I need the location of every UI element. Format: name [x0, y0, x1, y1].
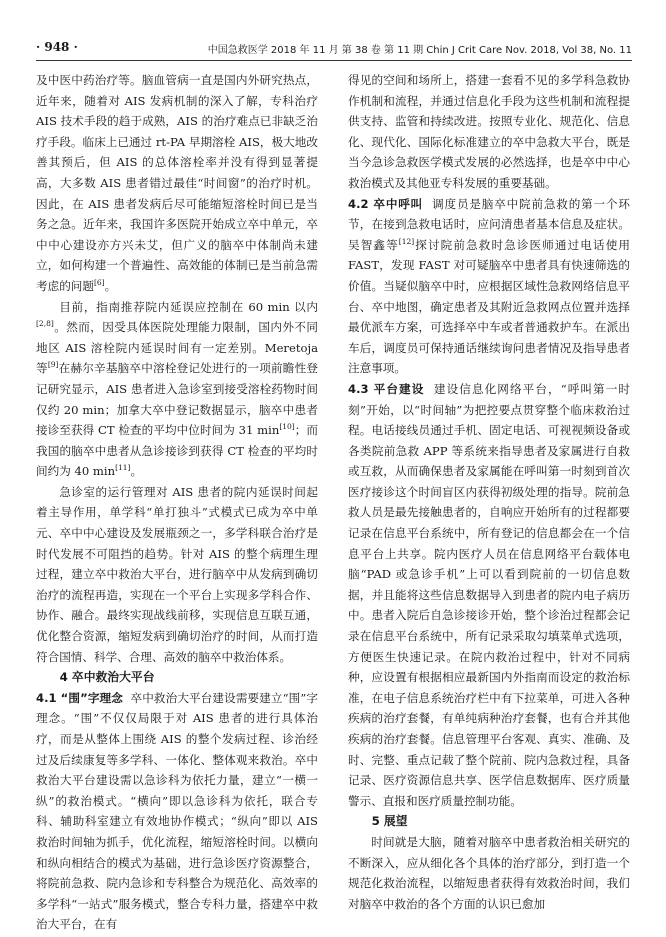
paragraph-text: ；而我国的脑卒中患者从急诊接诊到获得 CT 检查的平均时间约为 40 min [36, 423, 318, 479]
paragraph-text: 卒中救治大平台建设需要建立“围”字理念。“围”不仅仅局限于对 AIS 患者的进行具体治疗，而是从整体上围绕 AIS 的整个发病过程、诊治经过及后续康复等多学科、一体化、整体观来救治。卒中救治大平台建设需以急诊科为依托力量，建立“一横一纵”的救治模式。“横向”即以急诊科为依托，联合专科、辅助科室建立有效地协作模式；“纵向”即以 AIS 救治时间轴为抓手，优化流程，缩短溶栓时间。以横向和纵向相结合的模式为基础，进行急诊医疗资源整合，将院前急救、院内急诊和专科整合为规范化、高效率的多学科“一站式”服务模式，整合专科力量，搭建卒中救治大平台，在有 [36, 690, 318, 932]
paragraph [348, 194, 630, 379]
citation: [10] [279, 422, 295, 432]
running-head: 中国急救医学 2018 年 11 月 第 38 卷 第 11 期 Chin J Crit Care Nov. 2018, Vol 38, No. 11 [207, 45, 632, 56]
paragraph-text: 在赫尔辛基脑卒中溶栓登记处进行的一项前瞻性登记研究显示，AIS 患者进入急诊室到接受溶栓药物时间仅约 20 min；加拿大卒中登记数据显示，脑卒中患者接诊至获得 CT 检查的平均中位时间为 31 min [36, 361, 318, 438]
paragraph [36, 70, 318, 297]
page-header [36, 40, 632, 56]
paragraph-text: 目前，指南推荐院内延误应控制在 60 min 以内 [59, 299, 318, 314]
subsection-heading: 4.1 “围”字理念 [36, 690, 123, 705]
paragraph-text: 。然而，因受具体医院处理能力限制，国内外不同地区 AIS 溶栓院内延误时间有一定差别。Meretoja 等 [36, 320, 318, 376]
section-heading: 4 卒中救治大平台 [59, 670, 155, 685]
citation: [6] [93, 278, 105, 288]
page-number: · 948 · [36, 40, 78, 54]
paragraph-text: 。 [130, 464, 143, 479]
citation: [12] [398, 236, 415, 246]
citation: [11] [115, 463, 131, 473]
subsection-heading: 4.2 卒中呼叫 [348, 196, 424, 211]
paragraph-text: 。 [104, 278, 117, 293]
paragraph [36, 688, 318, 935]
paragraph-text: 建设信息化网络平台，“呼叫第一时刻”开始，以“时间轴”为把控要点贯穿整个临床救治过程。电话接线员通过手机、固定电话、可视视频设备或各类院前急救 APP 等系统来指导患者及家属进行自救或互救，从而确保患者及家属能在呼叫第一时刻到首次医疗接诊这个时间盲区内获得初级处理的指导。院前急救人员是最先接触患者的，自响应开始所有的过程都要记录在信息平台系统中，所有登记的信息都会在一个信息平台上共享。院内医疗人员在信息网络平台载体电脑“PAD 或急诊手机”上可以看到院前的一切信息数据，并且能将这些信息数据导入到患者的院内电子病历中。患者入院后自急诊接诊开始，整个诊治过程都会记录在信息平台系统中，所有记录采取勾填菜单式选项，方便医生快速记录。在院内救治过程中，针对不同病种，应设置有根据相应最新国内外指南而设定的救治标准，在电子信息系统治疗栏中有下拉菜单，可进入各种疾病的治疗套餐，有单纯病种治疗套餐，也有合并其他疾病的治疗套餐。信息管理平台客观、真实、准确、及时、完整、重点记载了整个院前、院内急救过程，具备记录、医疗资源信息共享、医学信息数据库、医疗质量警示、直报和医疗质量控制功能。 [348, 381, 631, 808]
subsection-heading: 4.3 平台建设 [348, 381, 425, 396]
paragraph [36, 297, 318, 482]
section-heading: 5 展望 [371, 814, 408, 829]
paragraph: 时间就是大脑，随着对脑卒中患者救治相关研究的不断深入，应从细化各个具体的治疗部分，到打造一个规范化救治流程，以缩短患者获得有效救治时间，我们对脑卒中救治的各个方面的认识已愈加 [348, 834, 630, 911]
paragraph-text: 及中医中药治疗等。脑血管病一直是国内外研究热点，近年来，随着对 AIS 发病机制的深入了解，专科治疗 AIS 技术手段的趋于成熟，AIS 的治疗难点已非缺乏治疗手段。临床上已通过 rt-PA 早期溶栓 AIS，极大地改善其预后，但 AIS 的总体溶栓率并没有得到显著提高，大多数 AIS 患者错过最佳“时间窗”的治疗时机。因此，在 AIS 患者发病后尽可能缩短溶栓时间已是当务之急。近年来，我国许多医院开始成立卒中单元，卒中中心建设亦方兴未艾，但广义的脑卒中体制尚未建立，如何构建一个普遍性、高效能的体制已是当前急需考虑的问题 [36, 73, 318, 293]
paragraph-text: 探讨院前急救时急诊医师通过电话使用 FAST，发现 FAST 对可疑脑卒中患者具有快速筛选的价值。当疑似脑卒中时，应根据区域性急救网络信息平台、卒中地图，确定患者及其附近急救网点位置并选择最优派车方案，可选择卒中车或者普通救护车。在派出车后，调度员可保持通话继续询问患者情况及指导患者注意事项。 [348, 237, 630, 376]
paragraph: 得见的空间和场所上，搭建一套看不见的多学科急救协作机制和流程，并通过信息化手段为这些机制和流程提供支持、监管和持续改进。按照专业化、规范化、信息化、现代化、国际化标准建立的卒中急救大平台，既是当今急诊急救医学模式发展的必然选择，也是卒中中心救治模式及其他亚专科发展的重要基础。 [348, 73, 630, 190]
citation: [2,8] [36, 319, 54, 329]
paragraph: 急诊室的运行管理对 AIS 患者的院内延误时间起着主导作用，单学科“单打独斗”式模式已成为卒中单元、卒中中心建设及发展瓶颈之一，多学科联合治疗是时代发展不可阻挡的趋势。针对 AIS 的整个病理生理过程，建立卒中救治大平台，进行脑卒中从发病到确切治疗的流程再造，实现在一个平台上实现多学科合作、协作、融合。最终实现战线前移，实现信息互联互通，优化整合资源，缩短发病到确切治疗的时间，从而打造符合国情、科学、合理、高效的脑卒中救治体系。 [36, 484, 318, 664]
paragraph [348, 379, 630, 811]
right-column [348, 70, 630, 914]
left-column [36, 70, 318, 935]
citation: [9] [47, 360, 59, 370]
header-rule [36, 60, 632, 61]
paragraph-text: 调度员是脑卒中院前急救的第一个环节，在接到急救电话时，应问清患者基本信息及症状。吴智鑫等 [348, 196, 630, 252]
